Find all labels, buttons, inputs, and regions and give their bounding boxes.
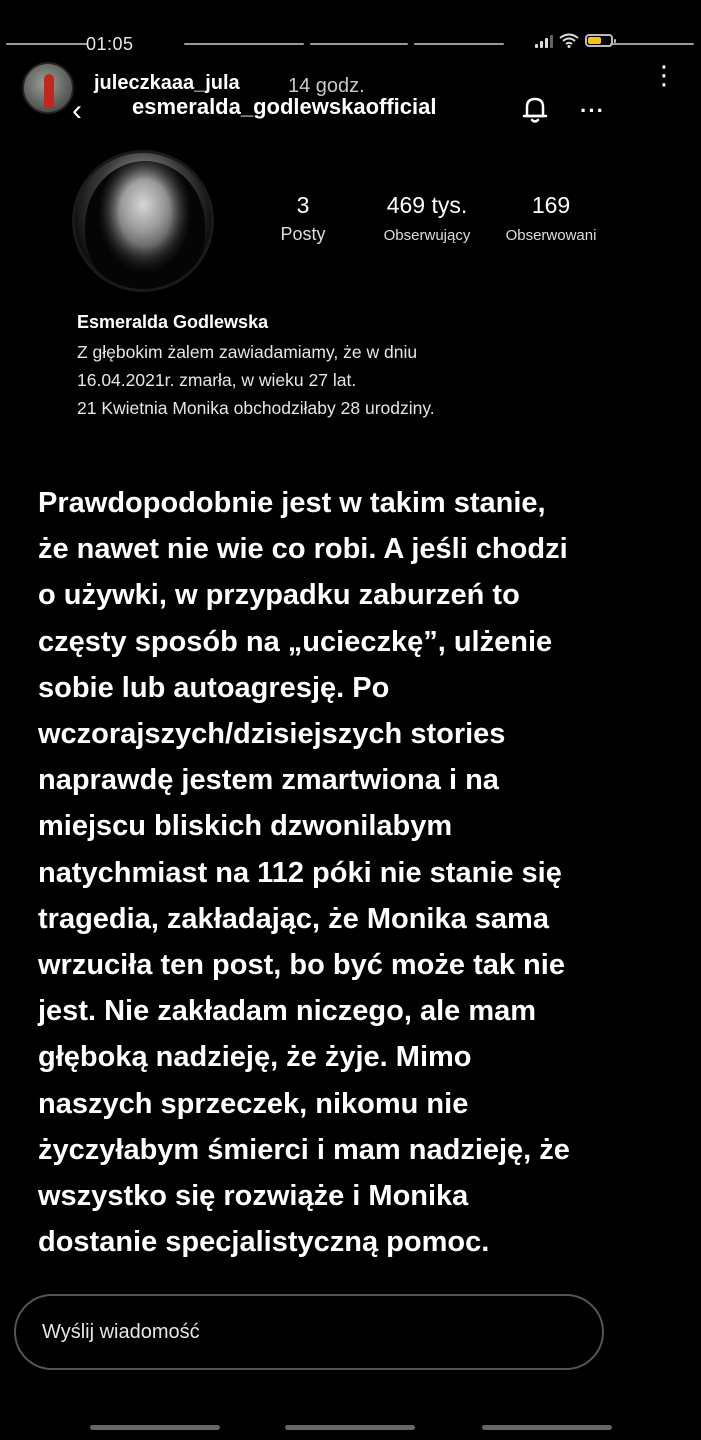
stat-posts-value: 3	[296, 192, 310, 218]
bio-line: 16.04.2021r. zmarła, w wieku 27 lat.	[77, 370, 357, 390]
stat-following-label: Obserwowani	[505, 227, 597, 244]
story-text-line: że nawet nie wie co robi. A jeśli chodzi	[38, 533, 568, 566]
story-text-line: Prawdopodobnie jest w takim stanie,	[38, 487, 546, 519]
stat-following-value: 169	[531, 192, 571, 218]
status-time: 01:05	[86, 34, 134, 54]
story-progress-segment	[414, 43, 504, 45]
bio-line: 21 Kwietnia Monika obchodziłaby 28 urodziny.	[77, 398, 435, 418]
stat-followers-label: Obserwujący	[383, 227, 471, 244]
vertical-ellipsis-icon[interactable]: ⋮	[651, 60, 677, 90]
home-indicator-segment	[482, 1425, 612, 1430]
story-author-username[interactable]: juleczkaaa_jula	[94, 72, 240, 94]
story-text-line: tragedia, zakładając, że Monika sama	[38, 902, 549, 935]
home-indicator-segment	[285, 1425, 415, 1430]
more-options-icon[interactable]: ···	[580, 98, 605, 123]
story-progress-segment	[610, 43, 694, 45]
profile-handle: esmeralda_godlewskaofficial	[132, 94, 437, 119]
story-text-line: wczorajszych/dzisiejszych stories	[38, 718, 506, 751]
story-progress-segment	[6, 43, 88, 45]
story-author-avatar[interactable]	[22, 62, 74, 114]
battery-fill	[588, 37, 601, 44]
story-text-line: naprawdę jestem zmartwiona i na	[38, 764, 499, 797]
status-icons	[535, 33, 613, 48]
profile-name: Esmeralda Godlewska	[77, 312, 269, 332]
story-text-line: miejscu bliskich dzwonilabym	[38, 810, 453, 843]
story-text-line: jest. Nie zakładam niczego, ale mam	[38, 995, 537, 1028]
story-text-line: dostanie specjalistyczną pomoc.	[38, 1226, 490, 1259]
story-text-line: o używki, w przypadku zaburzeń to	[38, 579, 520, 612]
bio-line: Z głębokim żalem zawiadamiamy, że w dniu	[77, 342, 418, 362]
story-time-ago: 14 godz.	[288, 75, 365, 97]
story-progress-segment	[310, 43, 408, 45]
stat-posts-label: Posty	[280, 224, 326, 244]
stat-followers[interactable]	[366, 192, 488, 244]
story-text-line: sobie lub autoagresję. Po	[38, 671, 390, 704]
story-progress-segment	[184, 43, 304, 45]
message-input[interactable]	[14, 1294, 604, 1370]
story-text	[38, 480, 698, 1265]
stat-following[interactable]	[492, 192, 610, 244]
story-text-line: częsty sposób na „ucieczkę”, ulżenie	[38, 625, 553, 658]
story-text-line: głęboką nadzieję, że żyje. Mimo	[38, 1041, 472, 1074]
stat-posts[interactable]	[268, 192, 338, 245]
bell-icon[interactable]	[518, 92, 552, 126]
home-indicator-segment	[90, 1425, 220, 1430]
story-text-line: naszych sprzeczek, nikomu nie	[38, 1087, 469, 1120]
story-text-line: wrzuciła ten post, bo być może tak nie	[38, 949, 565, 982]
profile-photo	[72, 150, 214, 292]
story-text-line: natychmiast na 112 póki nie stanie się	[38, 856, 562, 889]
chevron-left-icon[interactable]: ‹	[72, 94, 82, 127]
signal-icon	[535, 34, 553, 48]
story-text-line: wszystko się rozwiąże i Monika	[38, 1180, 469, 1213]
wifi-icon	[559, 33, 579, 48]
stat-followers-value: 469 tys.	[386, 192, 468, 218]
battery-icon	[585, 34, 613, 47]
story-text-line: życzyłabym śmierci i mam nadzieję, że	[38, 1133, 570, 1166]
